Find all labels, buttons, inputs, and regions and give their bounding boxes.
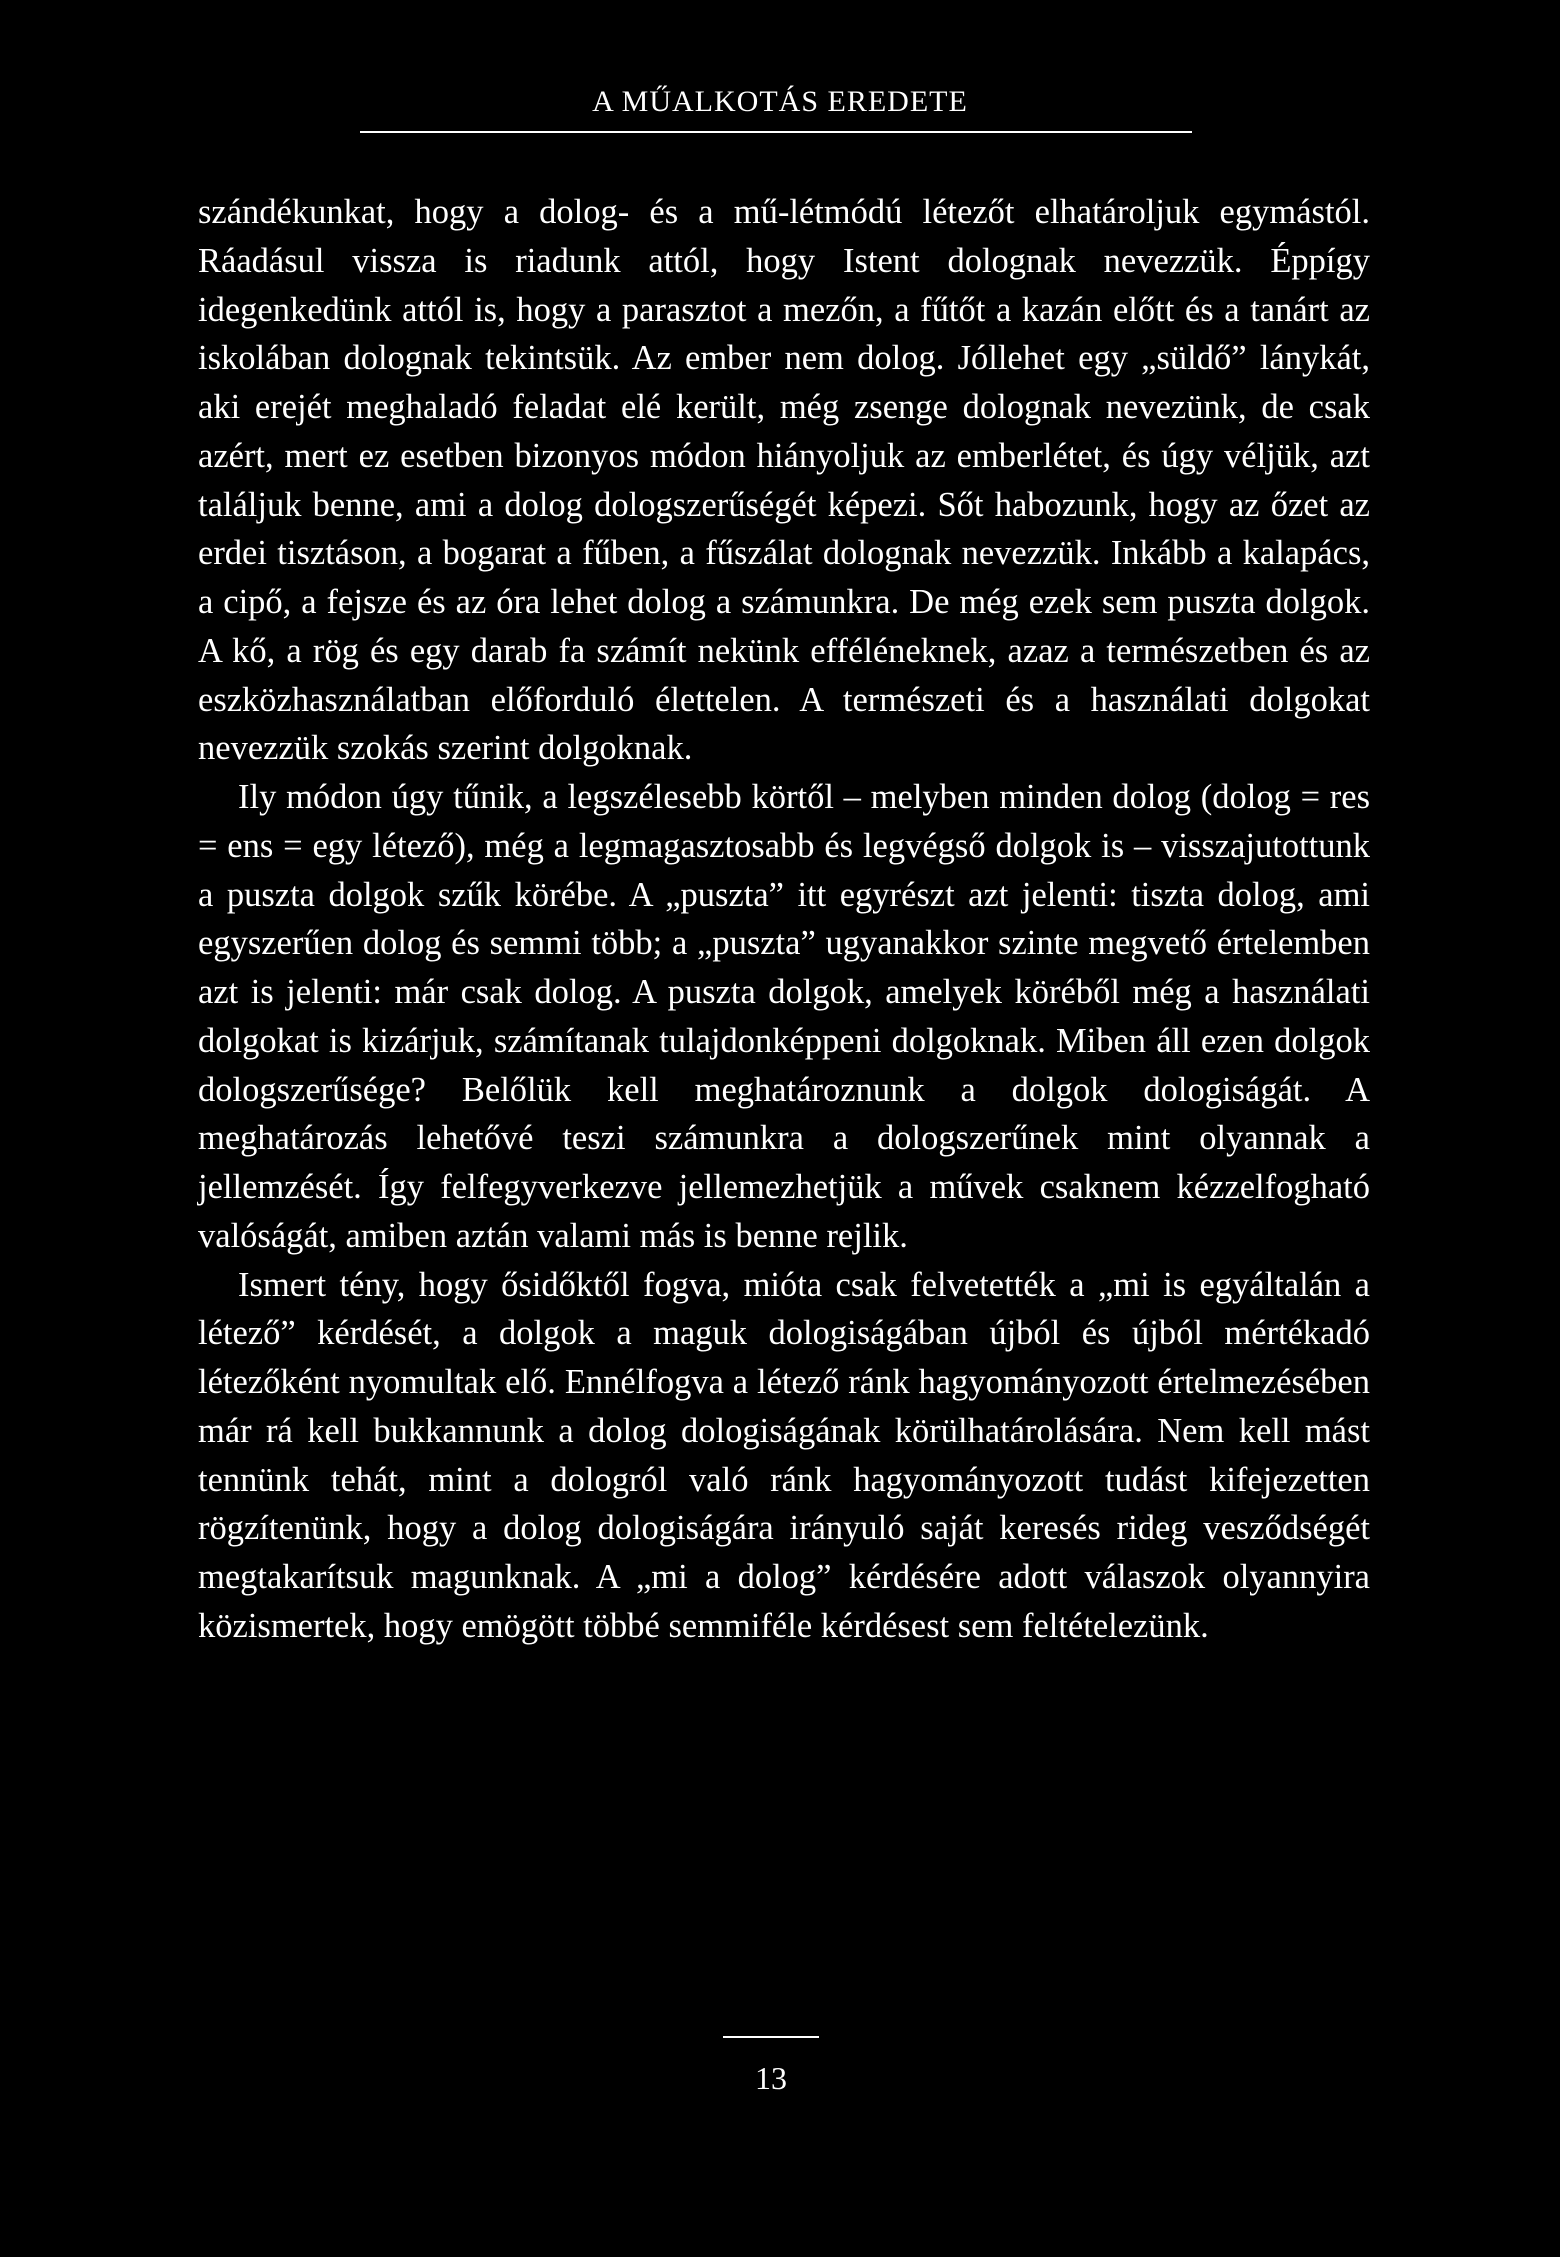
running-head: A MŰALKOTÁS EREDETE (592, 85, 968, 118)
header-rule (360, 131, 1192, 133)
paragraph: Ismert tény, hogy ősidőktől fogva, mióta csak felvetették a „mi is egyáltalán a létező” kérdését, a dolgok a maguk dologiságában újból és újból mértékadó létezőként nyomultak elő. Ennélfogva a létező ránk hagyományozott értelmezésében már rá kell bukkannunk a dolog dologiságának körülhatárolására. Nem kell mást tennünk tehát, mint a dologról való ránk hagyományozott tudást kifejezetten rögzítenünk, hogy a dolog dologiságára irányuló saját keresés rideg vesződségét megtakarítsuk magunknak. A „mi a dolog” kérdésére adott válaszok olyannyira közismertek, hogy emögött többé semmiféle kérdésest sem feltételezünk. (198, 1265, 1370, 1645)
body-text (198, 188, 1370, 1651)
paragraph-continued: szándékunkat, hogy a dolog- és a mű-létmódú létezőt elhatároljuk egymástól. Ráadásul vissza is riadunk attól, hogy Istent dolognak nevezzük. Éppígy idegenkedünk attól is, hogy a parasztot a mezőn, a fűtőt a kazán előtt és a tanárt az iskolában dolognak tekintsük. Az ember nem dolog. Jóllehet egy „süldő” lánykát, aki erejét meghaladó feladat elé került, még zsenge dolognak nevezünk, de csak azért, mert ez esetben bizonyos módon hiányoljuk az emberlétet, és úgy véljük, azt találjuk benne, ami a dolog dologszerűségét képezi. Sőt habozunk, hogy az őzet az erdei tisztáson, a bogarat a fűben, a fűszálat dolognak nevezzük. Inkább a kalapács, a cipő, a fejsze és az óra lehet dolog a számunkra. De még ezek sem puszta dolgok. A kő, a rög és egy darab fa számít nekünk efféléneknek, azaz a természetben és az eszközhasználatban előforduló élettelen. A természeti és a használati dolgokat nevezzük szokás szerint dolgoknak. (198, 193, 1370, 768)
paragraph: Ily módon úgy tűnik, a legszélesebb körtől – melyben minden dolog (dolog = res = ens = egy létező), még a legmagasztosabb és legvégső dolgok is – visszajutottunk a puszta dolgok szűk körébe. A „puszta” itt egyrészt azt jelenti: tiszta dolog, ami egyszerűen dolog és semmi több; a „puszta” ugyanakkor szinte megvető értelemben azt is jelenti: már csak dolog. A puszta dolgok, amelyek köréből még a használati dolgokat is kizárjuk, számítanak tulajdonképpeni dolgoknak. Miben áll ezen dolgok dologszerűsége? Belőlük kell meghatároznunk a dolgok dologiságát. A meghatározás lehetővé teszi számunkra a dologszerűnek mint olyannak a jellemzését. Így felfegyverkezve jellemezhetjük a művek csaknem kézzelfogható valóságát, amiben aztán valami más is benne rejlik. (198, 778, 1370, 1255)
page-number: 13 (755, 2060, 787, 2096)
footer-rule (723, 2036, 819, 2038)
